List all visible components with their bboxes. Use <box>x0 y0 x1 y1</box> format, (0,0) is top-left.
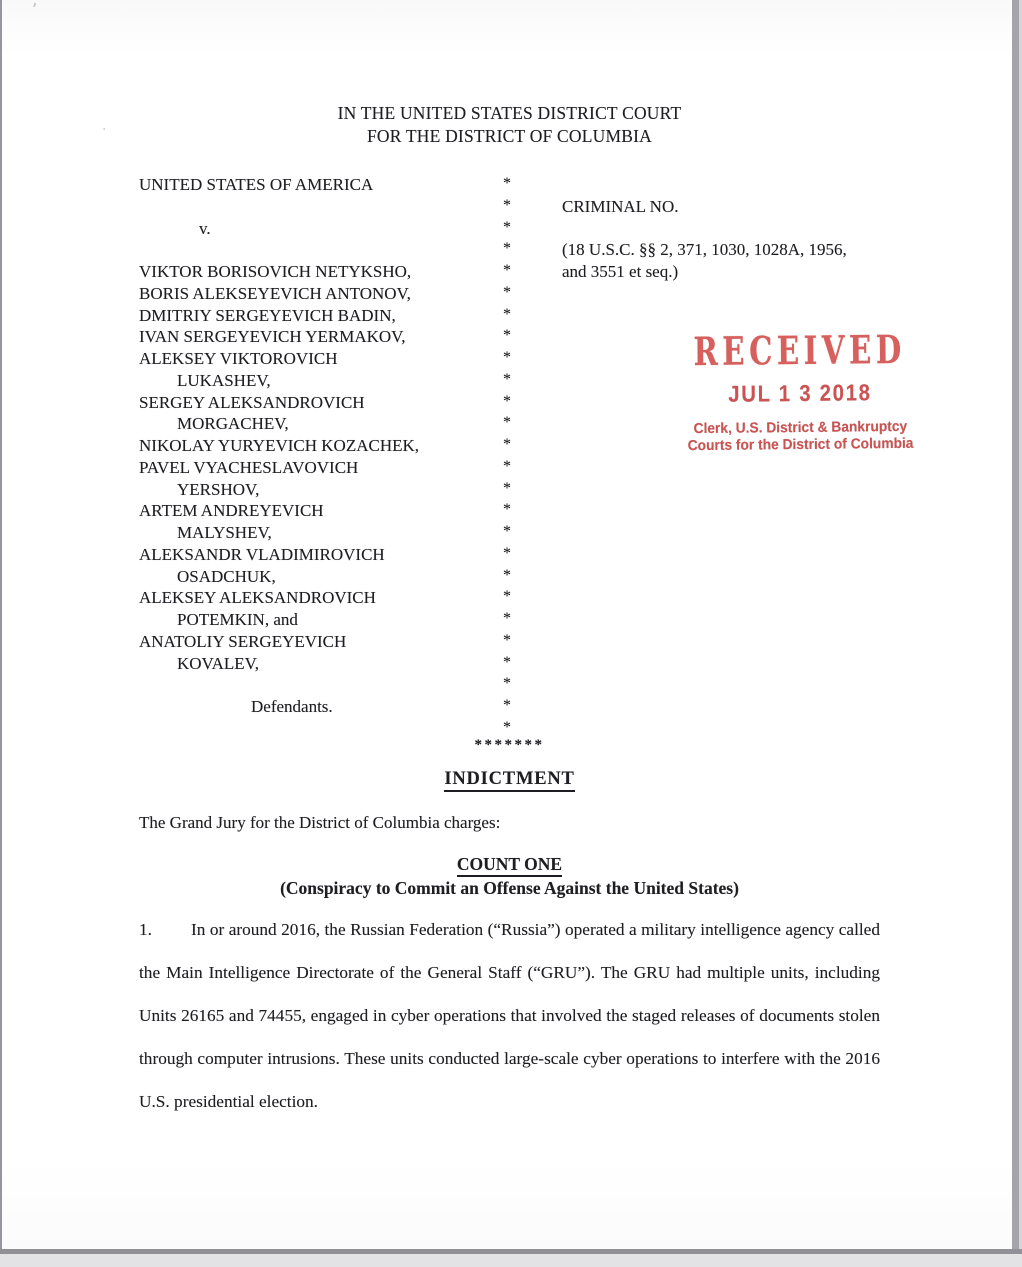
caption-separator-asterisk: * <box>503 610 511 627</box>
caption-separator-asterisk: * <box>503 349 511 366</box>
caption-separator-asterisk: * <box>503 414 511 432</box>
grand-jury-line: The Grand Jury for the District of Columbia charges: <box>139 813 501 832</box>
count-one-heading <box>139 854 880 875</box>
scan-edge-bottom <box>0 1249 1022 1254</box>
caption-separator-asterisk: * <box>503 392 511 410</box>
caption-right-text <box>520 567 880 589</box>
caption-separator-asterisk: * <box>503 436 511 453</box>
caption-right-text <box>520 480 880 502</box>
caption-left-text: ALEKSEY ALEKSANDROVICH <box>139 588 376 608</box>
caption-left-text: VIKTOR BORISOVICH NETYKSHO, <box>139 262 412 281</box>
caption-separator-asterisk: * <box>503 327 511 345</box>
caption-separator-asterisk: * <box>503 240 511 258</box>
caption-left-text: MORGACHEV, <box>177 414 289 434</box>
scan-artifact-corner-mark: ʼ <box>32 0 38 19</box>
scan-edge-left <box>0 0 2 1249</box>
caption-right-text <box>520 610 880 632</box>
caption-separator-asterisk: * <box>503 370 511 388</box>
indictment-heading-text: INDICTMENT <box>444 769 574 792</box>
caption-separator-asterisk: * <box>503 718 511 736</box>
count-one-subheading: (Conspiracy to Commit an Offense Against the United States) <box>280 878 739 898</box>
caption-left-text: ARTEM ANDREYEVICH <box>139 501 324 521</box>
caption-left-text <box>139 675 494 697</box>
caption-right-text <box>520 632 880 654</box>
received-stamp <box>649 326 950 454</box>
caption-right-text <box>520 501 880 523</box>
caption-separator-asterisk: * <box>503 305 511 323</box>
caption-left-text: IVAN SERGEYEVICH YERMAKOV, <box>139 327 406 347</box>
caption-separator-asterisk: * <box>503 697 511 714</box>
paragraph-1-text: In or around 2016, the Russian Federation (“Russia”) operated a military intelligence agency called the Main Intelligence Directorate of the General Staff (“GRU”). The GRU had multiple units, including Units 26165 and 74455, engaged in cyber operations that involved the staged releases of documents stolen through computer intrusions. These units conducted large-scale cyber operations to interfere with the 2016 U.S. presidential election. <box>139 920 880 1111</box>
caption-right-text <box>520 306 880 328</box>
stamp-clerk-text <box>658 419 943 455</box>
stamp-received-text: RECEIVED <box>693 326 906 376</box>
caption-right-text: and 3551 et seq.) <box>562 262 679 281</box>
caption-separator-asterisk: * <box>503 479 511 497</box>
caption-left-text: UNITED STATES OF AMERICA <box>139 175 374 194</box>
caption-left-text: ALEKSANDR VLADIMIROVICH <box>139 544 385 564</box>
caption-separator-asterisk: * <box>503 218 511 236</box>
caption-left-text: NIKOLAY YURYEVICH KOZACHEK, <box>139 436 420 455</box>
caption-left-text: PAVEL VYACHESLAVOVICH <box>139 457 359 477</box>
caption-separator-asterisk: * <box>503 501 511 519</box>
caption-right-text <box>520 284 880 306</box>
caption-left-text: v. <box>199 218 211 238</box>
caption-left-text: OSADCHUK, <box>177 566 276 586</box>
caption-separator-asterisk: * <box>503 196 511 214</box>
caption-left-text: SERGEY ALEKSANDROVICH <box>139 392 365 412</box>
court-title <box>139 102 880 147</box>
caption-left-text <box>139 197 494 219</box>
caption-right-text: CRIMINAL NO. <box>562 196 679 216</box>
court-title-line1: IN THE UNITED STATES DISTRICT COURT <box>337 103 682 123</box>
caption-separator-asterisk: * <box>503 175 511 192</box>
caption-left-text: Defendants. <box>251 697 333 716</box>
paragraph-1-number: 1. <box>139 920 152 939</box>
case-caption <box>139 175 880 741</box>
document-page <box>2 0 1012 1249</box>
scan-edge-right <box>1012 0 1019 1249</box>
caption-right-text <box>520 523 880 545</box>
caption-left-text: ALEKSEY VIKTOROVICH <box>139 349 338 368</box>
caption-separator-asterisk: * <box>503 457 511 475</box>
caption-separator-asterisk: * <box>503 653 511 671</box>
stamp-date-text: JUL 1 3 2018 <box>728 379 872 407</box>
caption-separator-asterisk: * <box>503 523 511 540</box>
stamp-clerk-line1: Clerk, U.S. District & Bankruptcy <box>693 418 908 438</box>
caption-right-text <box>520 545 880 567</box>
caption-right-text <box>520 219 880 241</box>
caption-left-text <box>139 240 494 262</box>
caption-separator-asterisk: * <box>503 566 511 584</box>
caption-left-text: BORIS ALEKSEYEVICH ANTONOV, <box>139 283 411 303</box>
caption-right-text <box>520 675 880 697</box>
caption-right-text <box>520 588 880 610</box>
caption-right-text <box>520 697 880 719</box>
caption-right-text <box>520 458 880 480</box>
scan-artifact-dot: · <box>102 122 107 138</box>
caption-end-asterisks: ******* <box>474 737 545 753</box>
caption-separator-asterisk: * <box>503 631 511 649</box>
caption-left-text: MALYSHEV, <box>177 523 272 542</box>
stamp-clerk-line2: Courts for the District of Columbia <box>687 435 914 454</box>
count-one-heading-text: COUNT ONE <box>457 854 562 877</box>
caption-separator-asterisk: * <box>503 588 511 606</box>
caption-left-text: YERSHOV, <box>177 479 260 499</box>
caption-right-text <box>520 175 880 197</box>
caption-separator-asterisk: * <box>503 283 511 301</box>
caption-left-text: LUKASHEV, <box>177 370 271 390</box>
caption-left-text: ANATOLIY SERGEYEVICH <box>139 631 347 651</box>
paragraph-1 <box>139 908 880 1123</box>
caption-separator-asterisk: * <box>503 544 511 562</box>
caption-right-text <box>520 654 880 676</box>
caption-separator-asterisk: * <box>503 262 511 279</box>
caption-separator-asterisk: * <box>503 675 511 693</box>
court-title-line2: FOR THE DISTRICT OF COLUMBIA <box>367 125 652 146</box>
caption-right-text: (18 U.S.C. §§ 2, 371, 1030, 1028A, 1956, <box>562 240 847 260</box>
caption-left-text: DMITRIY SERGEYEVICH BADIN, <box>139 305 396 325</box>
indictment-heading <box>139 769 880 790</box>
caption-left-text: POTEMKIN, and <box>177 610 298 629</box>
caption-left-text: KOVALEV, <box>177 653 260 673</box>
